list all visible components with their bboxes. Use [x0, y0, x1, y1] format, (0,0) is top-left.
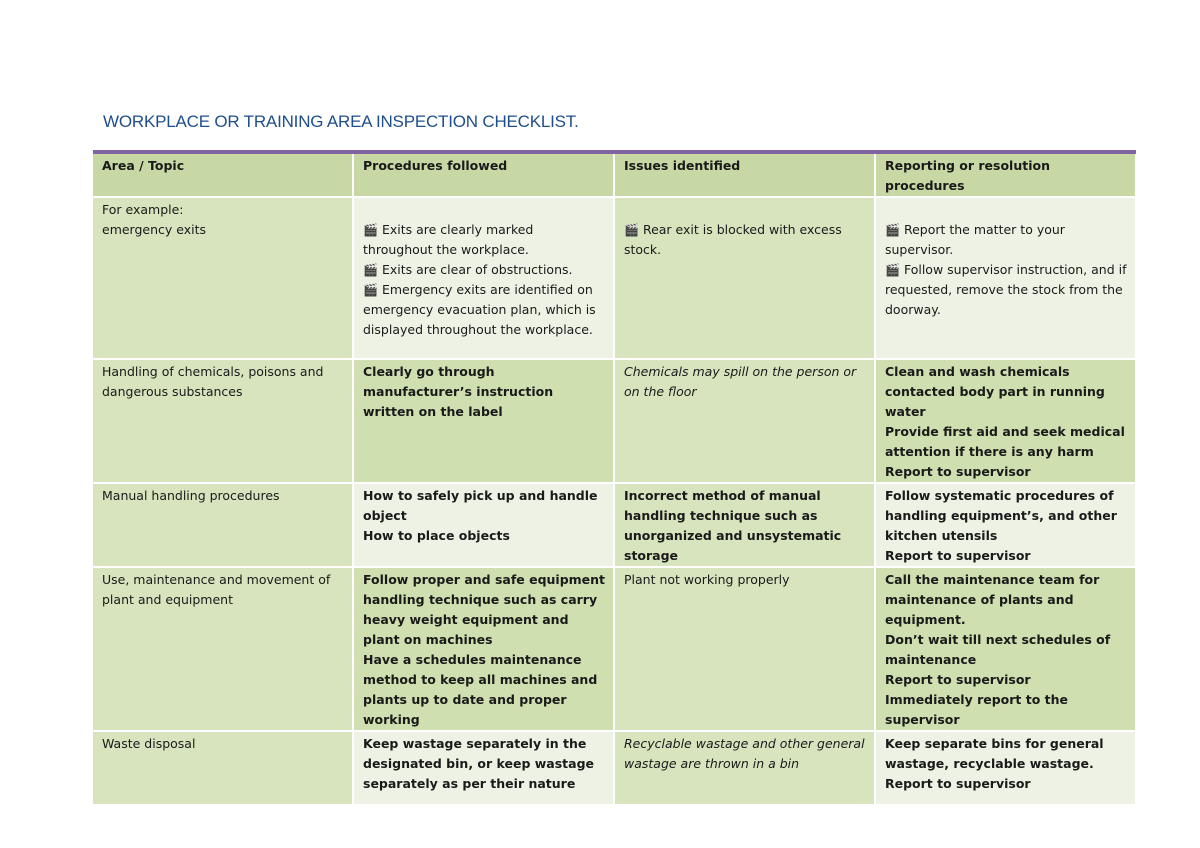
clapperboard-icon: 🎬	[363, 263, 378, 277]
clapperboard-icon: 🎬	[624, 223, 639, 237]
cell-procedures	[353, 567, 614, 731]
cell-text: Follow proper and safe equipment handling technique such as carry heavy weight equipment and plant on machines	[363, 572, 606, 647]
cell-text: Clearly go through manufacturer’s instruction written on the label	[363, 364, 554, 419]
table-row	[93, 359, 1136, 483]
cell-reporting	[875, 483, 1136, 567]
header-procedures: Procedures followed	[353, 154, 614, 197]
cell-area	[93, 197, 353, 359]
cell-text: Chemicals may spill on the person or on the floor	[624, 364, 857, 399]
cell-text: Rear exit is blocked with excess stock.	[624, 222, 842, 257]
clapperboard-icon: 🎬	[363, 283, 378, 297]
cell-area	[93, 567, 353, 731]
cell-reporting	[875, 567, 1136, 731]
cell-procedures	[353, 731, 614, 805]
cell-issues	[614, 359, 875, 483]
cell-text: Follow supervisor instruction, and if requested, remove the stock from the doorway.	[885, 262, 1127, 317]
cell-text: Exits are clear of obstructions.	[381, 262, 573, 277]
clapperboard-icon: 🎬	[363, 223, 378, 237]
cell-text: Immediately report to the supervisor	[885, 692, 1069, 727]
cell-text: How to place objects	[363, 528, 510, 543]
cell-text: Keep wastage separately in the designated bin, or keep wastage separately as per their nature	[363, 736, 595, 791]
header-area-topic: Area / Topic	[93, 154, 353, 197]
cell-text: Exits are clearly marked throughout the workplace.	[363, 222, 534, 257]
cell-text: Handling of chemicals, poisons and dangerous substances	[102, 364, 324, 399]
cell-issues	[614, 731, 875, 805]
clapperboard-icon: 🎬	[885, 223, 900, 237]
table-row	[93, 483, 1136, 567]
cell-area	[93, 359, 353, 483]
page-title: WORKPLACE OR TRAINING AREA INSPECTION CHECKLIST.	[103, 112, 579, 131]
cell-text: Report to supervisor	[885, 464, 1031, 479]
cell-text: Use, maintenance and movement of plant and equipment	[102, 572, 331, 607]
cell-text: Recyclable wastage and other general wastage are thrown in a bin	[624, 736, 865, 771]
cell-area	[93, 731, 353, 805]
cell-issues	[614, 567, 875, 731]
cell-reporting	[875, 359, 1136, 483]
cell-text: Incorrect method of manual handling technique such as unorganized and unsystematic storage	[624, 488, 842, 563]
table-row	[93, 197, 1136, 359]
cell-text: Follow systematic procedures of handling equipment’s, and other kitchen utensils	[885, 488, 1117, 543]
cell-text: Report to supervisor	[885, 776, 1031, 791]
cell-text: Report to supervisor	[885, 672, 1031, 687]
cell-procedures	[353, 359, 614, 483]
cell-issues	[614, 197, 875, 359]
cell-text: Have a schedules maintenance method to keep all machines and plants up to date and proper working	[363, 652, 598, 727]
cell-text: Keep separate bins for general wastage, recyclable wastage.	[885, 736, 1104, 771]
cell-text: Clean and wash chemicals contacted body part in running water	[885, 364, 1105, 419]
cell-procedures	[353, 483, 614, 567]
cell-text: Waste disposal	[102, 736, 196, 751]
clapperboard-icon: 🎬	[885, 263, 900, 277]
table-row	[93, 731, 1136, 805]
inspection-checklist-table	[93, 150, 1136, 791]
cell-area	[93, 483, 353, 567]
cell-text: Plant not working properly	[624, 572, 790, 587]
header-issues: Issues identified	[614, 154, 875, 197]
cell-text: Report to supervisor	[885, 548, 1031, 563]
cell-text: How to safely pick up and handle object	[363, 488, 598, 523]
header-reporting: Reporting or resolution procedures	[875, 154, 1136, 197]
table-row	[93, 567, 1136, 731]
cell-procedures	[353, 197, 614, 359]
cell-reporting	[875, 197, 1136, 359]
cell-text: Manual handling procedures	[102, 488, 280, 503]
cell-text: Call the maintenance team for maintenance of plants and equipment.	[885, 572, 1100, 627]
cell-reporting	[875, 731, 1136, 805]
cell-text: emergency exits	[102, 222, 207, 237]
header-row	[93, 154, 1136, 197]
cell-text: Report the matter to your supervisor.	[885, 222, 1065, 257]
cell-text: Emergency exits are identified on emergency evacuation plan, which is displayed throughout the workplace.	[363, 282, 596, 337]
cell-text: Don’t wait till next schedules of maintenance	[885, 632, 1111, 667]
cell-text: For example:	[102, 202, 184, 217]
cell-issues	[614, 483, 875, 567]
cell-text: Provide first aid and seek medical attention if there is any harm	[885, 424, 1125, 459]
